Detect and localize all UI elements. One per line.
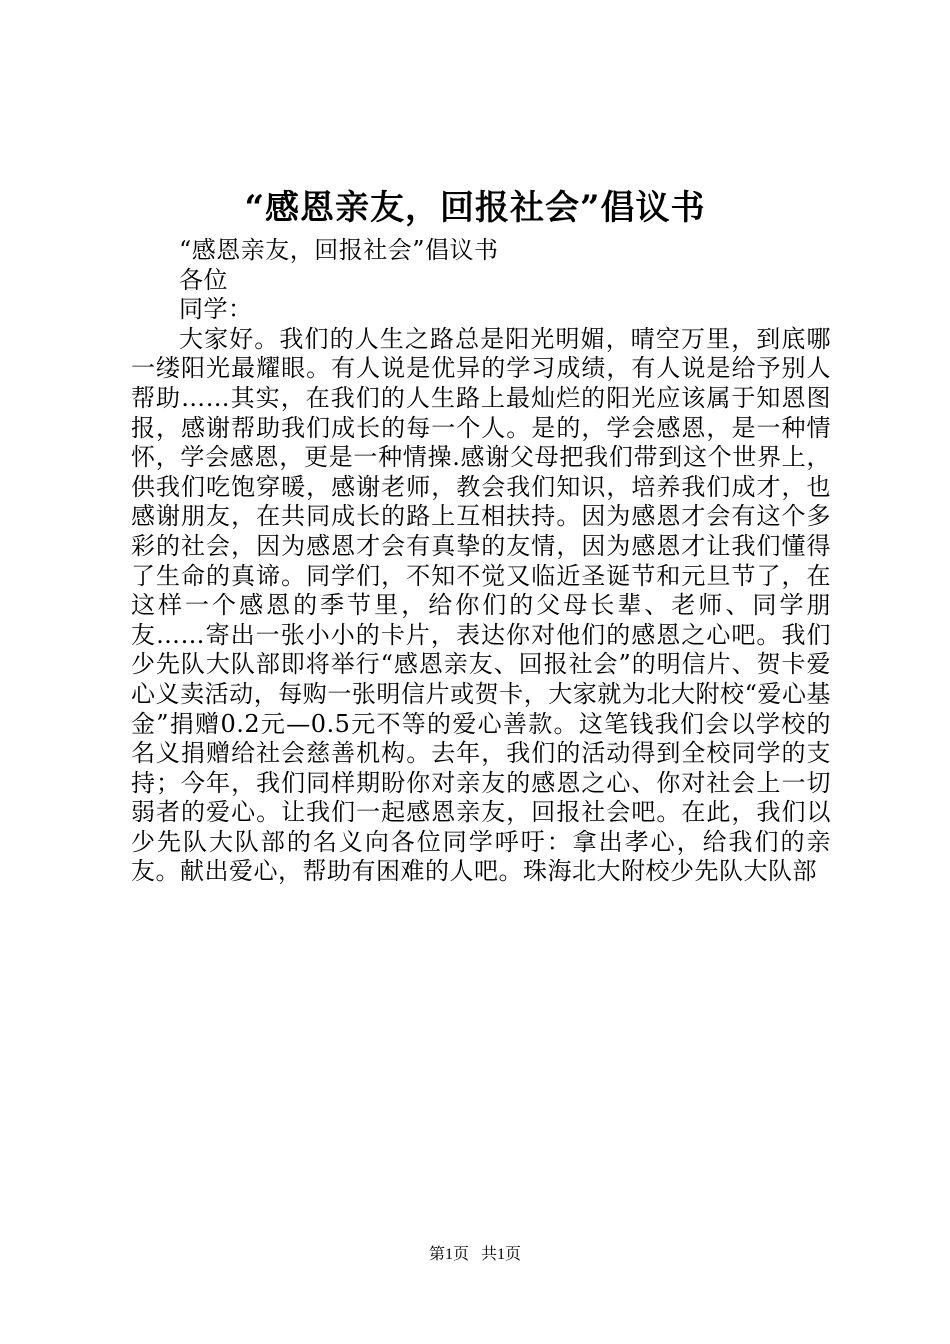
salutation-line-2: 同学： [179, 295, 253, 324]
page-number: 第1页 [428, 1246, 469, 1263]
body-paragraph: 大家好。我们的人生之路总是阳光明媚，晴空万里，到底哪一缕阳光最耀眼。有人说是优异的学习成绩，有人说是给予别人帮助……其实，在我们的人生路上最灿烂的阳光应该属于知恩图报，感谢帮助我们成长的每一个人。是的，学会感恩，是一种情怀，学会感恩，更是一种情操.感谢父母把我们带到这个世界上，供我们吃饱穿暖，感谢老师，教会我们知识，培养我们成才，也感谢朋友，在共同成长的路上互相扶持。因为感恩才会有这个多彩的社会，因为感恩才会有真挚的友情，因为感恩才让我们懂得了生命的真谛。同学们，不知不觉又临近圣诞节和元旦节了，在这样一个感恩的季节里，给你们的父母长辈、老师、同学朋友……寄出一张小小的卡片，表达你对他们的感恩之心吧。我们少先队大队部即将举行“感恩亲友、回报社会”的明信片、贺卡爱心义卖活动，每购一张明信片或贺卡，大家就为北大附校“爱心基金”捐赠0.2元—0.5元不等的爱心善款。这笔钱我们会以学校的名义捐赠给社会慈善机构。去年，我们的活动得到全校同学的支持；今年，我们同样期盼你对亲友的感恩之心、你对社会上一切弱者的爱心。让我们一起感恩亲友，回报社会吧。在此，我们以少先队大队部的名义向各位同学呼吁：拿出孝心，给我们的亲友。献出爱心，帮助有困难的人吧。珠海北大附校少先队大队部 [131, 324, 831, 886]
document-title: “感恩亲友，回报社会”倡议书 [244, 188, 706, 228]
salutation-line-1: 各位 [179, 265, 228, 294]
page-footer [0, 1243, 950, 1267]
page-total: 共1页 [481, 1246, 522, 1263]
document-body [131, 236, 831, 887]
subtitle-line: “感恩亲友，回报社会”倡议书 [179, 236, 499, 264]
